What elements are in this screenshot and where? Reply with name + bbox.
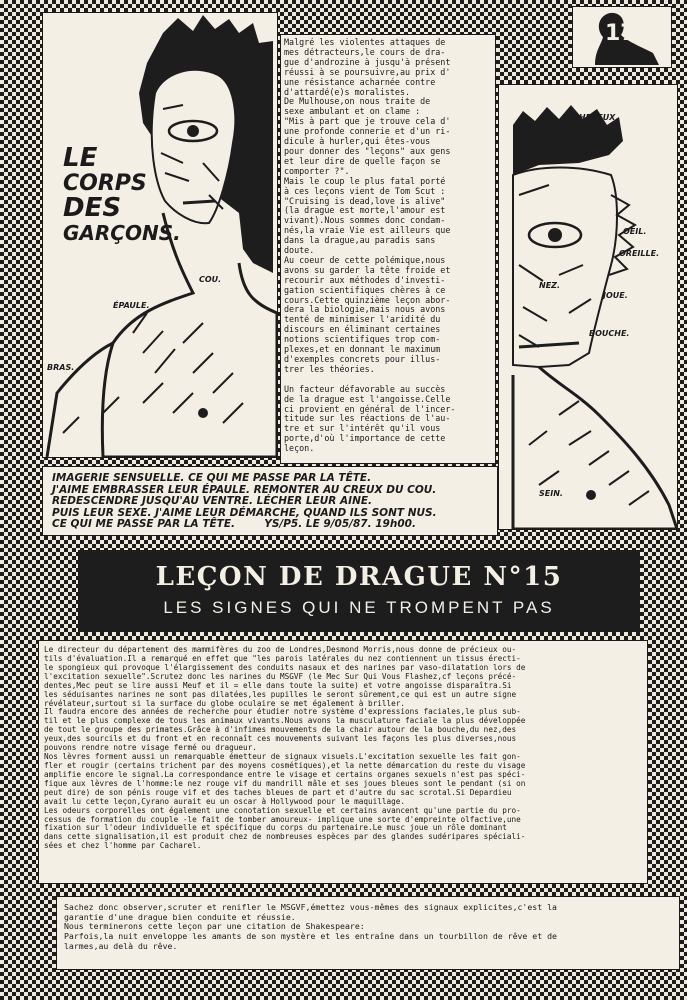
body-text: Le directeur du département des mammifères du zoo de Londres,Desmond Morris,nous donne de précieux ou- tils d'évaluation.Il a remarqué en effet que "les parois latérales du nez contiennent un tissus érecti- le spongieux qui provoque l'élargissement des conduits nasaux et des narines par vaso-dilatation lors de l'excitation sexuelle".Scrutez donc les narines du MSGVF (le Mec Sur Qui Vous Flashez,cf leçons précé- dentes,Mec peut se lire aussi Meuf et il = elle dans toute la suite) et votre angoisse disparaîtra.Si les séduisantes narines ne sont pas dilatées,les pupilles le seront sûrement,ce qui est un autre signe révélateur,surtout si la surface du globe oculaire se met également à briller. Il faudra encore des années de recherche pour étudier notre système d'expressions faciales,le plus sub- til et le plus complexe de tous les animaux vivants.Nous avons la musculature faciale la plus développée de tout le groupe des primates.Grâce à d'infimes mouvements de la chair autour de la bouche,du nez,des yeux,des sourcils et du front et en reconnaît ces mouvements suivant les façons les plus diverses,nous pouvons rendre notre visage fermé ou dragueur. Nos lèvres forment aussi un remarquable émetteur de signaux visuels.L'excitation sexuelle les fait gon- fler et rougir (certains trichent par des moyens cosmétiques),et la nette démarcation du reste du visage amplifie encore le signal.La correspondance entre le visage et certains organes sexuels n'est pas spéci- fique aux lèvres de l'homme:le nez rouge vif du mandrill mâle et ses joues bleues sont le pendant (si on peut dire) de son pénis rouge vif et des taches bleues de part et d'autre du sac scrotal.Si Depardieu avait lu cette leçon,Cyrano aurait eu un oscar à Hollywood pour le maquillage. Les odeurs corporelles ont également une conotation sexuelle et certains avancent qu'une partie du pro- cessus de formation du couple -le fait de tomber amoureux- implique une sorte d'empreinte olfactive,une fixation sur l'odeur individuelle et spécifique du corps du partenaire.Le musc joue un rôle dominant dans cette signalisation,il est produit chez de nombreuses espèces par des glandes sudéripares spéciali- sées et chez l'homme par Cacharel. bbox=[44, 645, 526, 851]
title-band bbox=[78, 550, 640, 632]
label-cheveux: CHEVEUX. bbox=[573, 113, 619, 122]
face-illustration bbox=[499, 85, 677, 529]
label-bras: BRAS. bbox=[47, 363, 75, 372]
lesson-subtitle: LES SIGNES QUI NE TROMPENT PAS bbox=[163, 598, 555, 617]
label-oreille: OREILLE. bbox=[619, 249, 660, 258]
title-line-corps: CORPS bbox=[63, 171, 147, 197]
illustration-title bbox=[63, 145, 181, 244]
page-number: 17 bbox=[605, 21, 636, 46]
label-nez: NEZ. bbox=[539, 281, 560, 290]
label-joue: JOUE. bbox=[603, 291, 628, 300]
title-line-garcons: GARÇONS. bbox=[63, 220, 181, 245]
label-epaule: ÉPAULE. bbox=[113, 301, 150, 310]
right-illustration-panel bbox=[498, 84, 678, 530]
footer-text: Sachez donc observer,scruter et renifler le MSGVF,émettez vous-mêmes des signaux explicites,c'est la garantie d'une drague bien conduite et réussie. Nous terminerons cette leçon par une citation de Shakespeare: Parfois,la nuit enveloppe les amants de son mystère et les entraîne dans un tourbillon de rêve et de larmes,au delà du rêve. bbox=[64, 902, 557, 951]
handwritten-caption: IMAGERIE SENSUELLE. CE QUI ME PASSE PAR LA TÊTE. J'AIME EMBRASSER LEUR ÉPAULE. REMONTER AU CREUX DU COU. REDESCENDRE JUSQU'AU VENTRE. LÉCHER LEUR AINE. PUIS LEUR SEXE. J'AIME LEUR DÉMARCHE, QUAND ILS SONT NUS. CE QUI ME PASSE PAR LA TÊTE. YS/P5. LE 9/05/87. 19h00. bbox=[52, 472, 437, 531]
title-line-des: DES bbox=[63, 193, 122, 224]
title-line-le: LE bbox=[63, 143, 98, 173]
label-cou: COU. bbox=[199, 275, 222, 284]
label-oeil: OEIL. bbox=[623, 227, 647, 236]
label-bouche: BOUCHE. bbox=[589, 329, 630, 338]
left-illustration-panel bbox=[42, 12, 278, 458]
label-sein: SEIN. bbox=[539, 489, 563, 498]
lesson-title: LEÇON DE DRAGUE N°15 bbox=[155, 562, 563, 592]
page-number-badge bbox=[572, 6, 672, 68]
intro-text: Malgré les violentes attaques de mes détracteurs,le cours de dra- gue d'androzine à jusqu'à présent réussi à se poursuivre,au prix d' une résistance acharnée contre d'attardé(e)s moralistes. De Mulhouse,on nous traite de sexe ambulant et on clame : "Mis à part que je trouve cela d' une profonde connerie et d'un ri- dicule à hurler,qui êtes-vous pour donner des "leçons" aux gens et leur dire de quelle façon se comporter ?". Mais le coup le plus fatal porté à ces leçons vient de Tom Scut : "Cruising is dead,love is alive" (la drague est morte,l'amour est vivant).Nous sommes donc condam- nés,la vraie Vie est ailleurs que dans la drague,au paradis sans doute. Au coeur de cette polémique,nous avons su garder la tête froide et recourir aux méthodes d'investi- gation scientifiques chères à ce cours.Cette quinzième leçon abor- dera la biologie,mais nous avons tenté de minimiser l'aridité du discours en éliminant certaines notions scientifiques trop com- plexes,et en donnant le maximum d'exemples concrets pour illus- trer les théories. Un facteur défavorable au succès de la drague est l'angoisse.Celle ci provient en général de l'incer- titude sur les réactions de l'au- tre et sur l'intérêt qu'il vous porte,d'où l'importance de cette leçon. bbox=[284, 37, 456, 454]
